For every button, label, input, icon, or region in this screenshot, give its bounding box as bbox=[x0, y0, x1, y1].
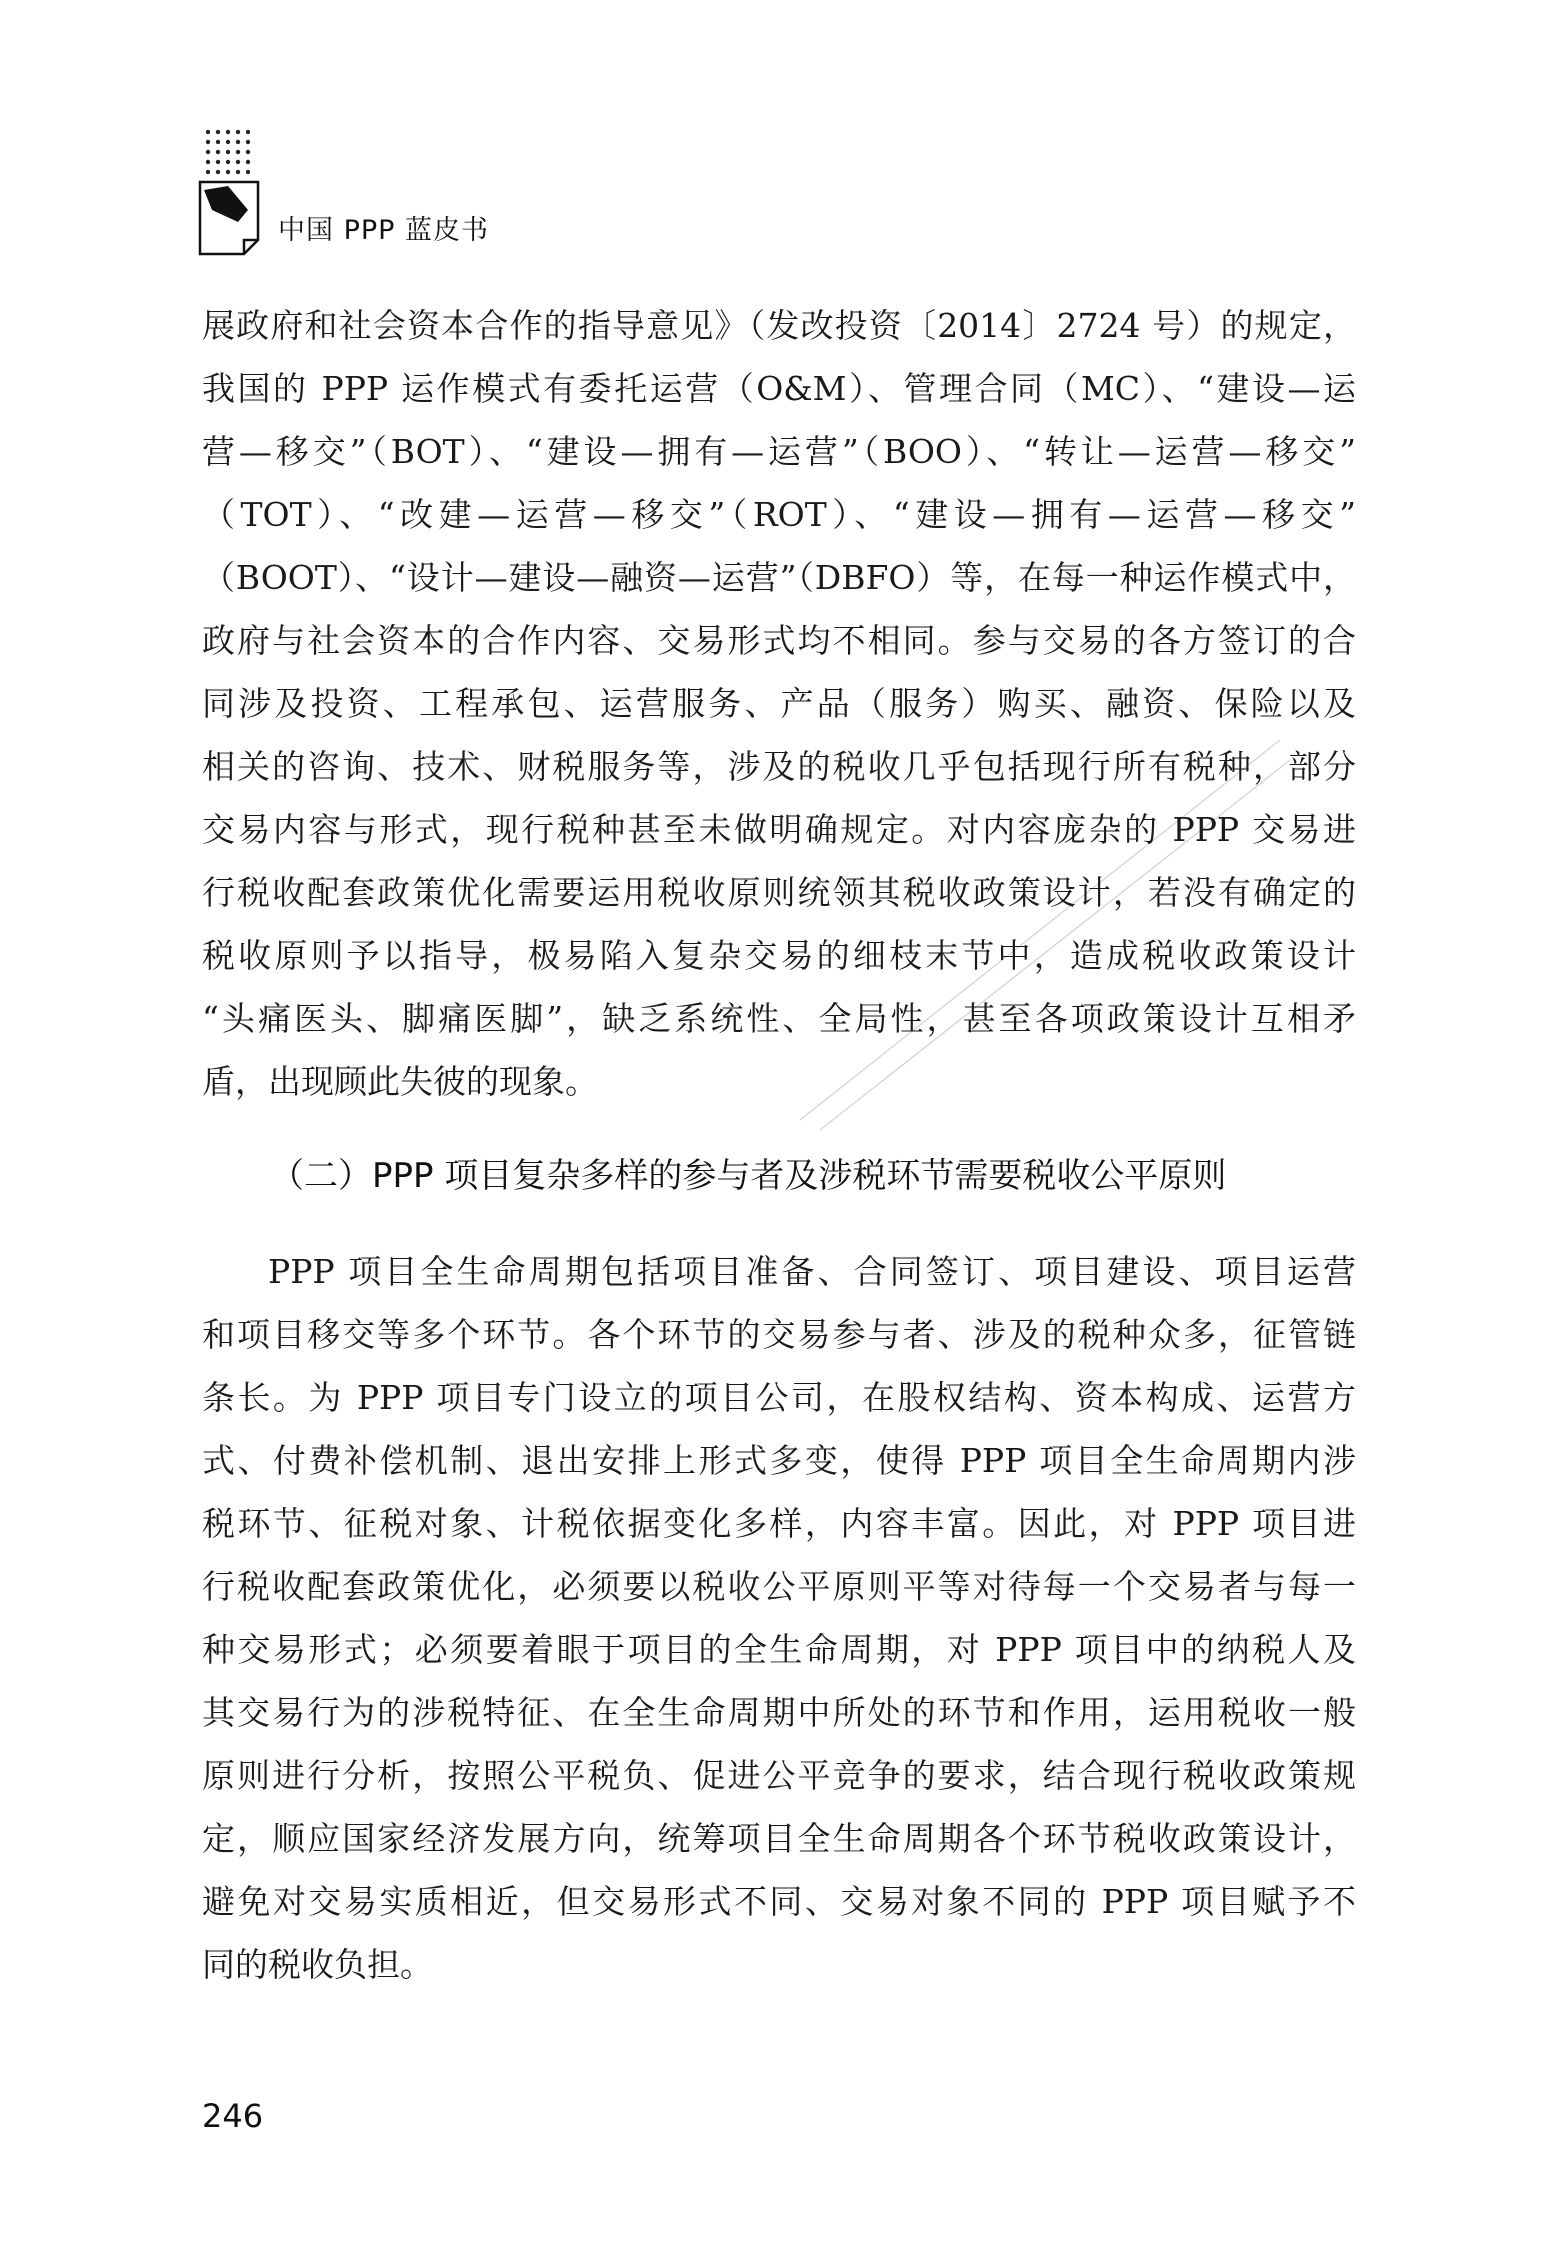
paragraph-line: 交易内容与形式，现行税种甚至未做明确规定。对内容庞杂的 PPP 交易进 bbox=[202, 810, 1356, 849]
paragraph-line: 和项目移交等多个环节。各个环节的交易参与者、涉及的税种众多，征管链 bbox=[202, 1315, 1356, 1354]
paragraph-line: PPP 项目全生命周期包括项目准备、合同签订、项目建设、项目运营 bbox=[268, 1252, 1356, 1291]
paragraph-line: 政府与社会资本的合作内容、交易形式均不相同。参与交易的各方签订的合 bbox=[202, 621, 1356, 660]
paragraph-line: “头痛医头、脚痛医脚”，缺乏系统性、全局性，甚至各项政策设计互相矛 bbox=[202, 999, 1356, 1038]
section-heading: （二）PPP 项目复杂多样的参与者及涉税环节需要税收公平原则 bbox=[270, 1156, 1227, 1196]
dot-grid-icon bbox=[204, 128, 256, 180]
paragraph-line: 行税收配套政策优化需要运用税收原则统领其税收政策设计，若没有确定的 bbox=[202, 873, 1356, 912]
paragraph-line: 种交易形式；必须要着眼于项目的全生命周期，对 PPP 项目中的纳税人及 bbox=[202, 1630, 1356, 1669]
paragraph-line: （TOT）、“改建—运营—移交”（ROT）、“建设—拥有—运营—移交” bbox=[202, 495, 1356, 534]
paragraph-line: 同涉及投资、工程承包、运营服务、产品（服务）购买、融资、保险以及 bbox=[202, 684, 1356, 723]
series-title: 中国 PPP 蓝皮书 bbox=[278, 215, 490, 246]
paragraph-line: 定，顺应国家经济发展方向，统筹项目全生命周期各个环节税收政策设计， bbox=[202, 1819, 1356, 1858]
page-number: 246 bbox=[202, 2097, 264, 2135]
paragraph-line: 同的税收负担。 bbox=[202, 1945, 433, 1984]
book-page-icon bbox=[198, 180, 260, 256]
paragraph-line: 盾，出现顾此失彼的现象。 bbox=[202, 1062, 598, 1101]
running-header bbox=[198, 128, 798, 268]
paragraph-line: 税环节、征税对象、计税依据变化多样，内容丰富。因此，对 PPP 项目进 bbox=[202, 1504, 1356, 1543]
paragraph-line: （BOOT）、“设计—建设—融资—运营”（DBFO）等，在每一种运作模式中， bbox=[202, 558, 1356, 597]
paragraph-line: 式、付费补偿机制、退出安排上形式多变，使得 PPP 项目全生命周期内涉 bbox=[202, 1441, 1356, 1480]
paragraph-line: 营—移交”（BOT）、“建设—拥有—运营”（BOO）、“转让—运营—移交” bbox=[202, 432, 1356, 471]
paragraph-line: 条长。为 PPP 项目专门设立的项目公司，在股权结构、资本构成、运营方 bbox=[202, 1378, 1356, 1417]
paragraph-line: 行税收配套政策优化，必须要以税收公平原则平等对待每一个交易者与每一 bbox=[202, 1567, 1356, 1606]
paragraph-line: 原则进行分析，按照公平税负、促进公平竞争的要求，结合现行税收政策规 bbox=[202, 1756, 1356, 1795]
paragraph-line: 税收原则予以指导，极易陷入复杂交易的细枝末节中，造成税收政策设计 bbox=[202, 936, 1356, 975]
paragraph-line: 相关的咨询、技术、财税服务等，涉及的税收几乎包括现行所有税种，部分 bbox=[202, 747, 1356, 786]
paragraph-line: 我国的 PPP 运作模式有委托运营（O&M）、管理合同（MC）、“建设—运 bbox=[202, 369, 1356, 408]
paragraph-line: 其交易行为的涉税特征、在全生命周期中所处的环节和作用，运用税收一般 bbox=[202, 1693, 1356, 1732]
paragraph-line: 展政府和社会资本合作的指导意见》（发改投资〔2014〕2724 号）的规定， bbox=[202, 306, 1356, 345]
paragraph-line: 避免对交易实质相近，但交易形式不同、交易对象不同的 PPP 项目赋予不 bbox=[202, 1882, 1356, 1921]
